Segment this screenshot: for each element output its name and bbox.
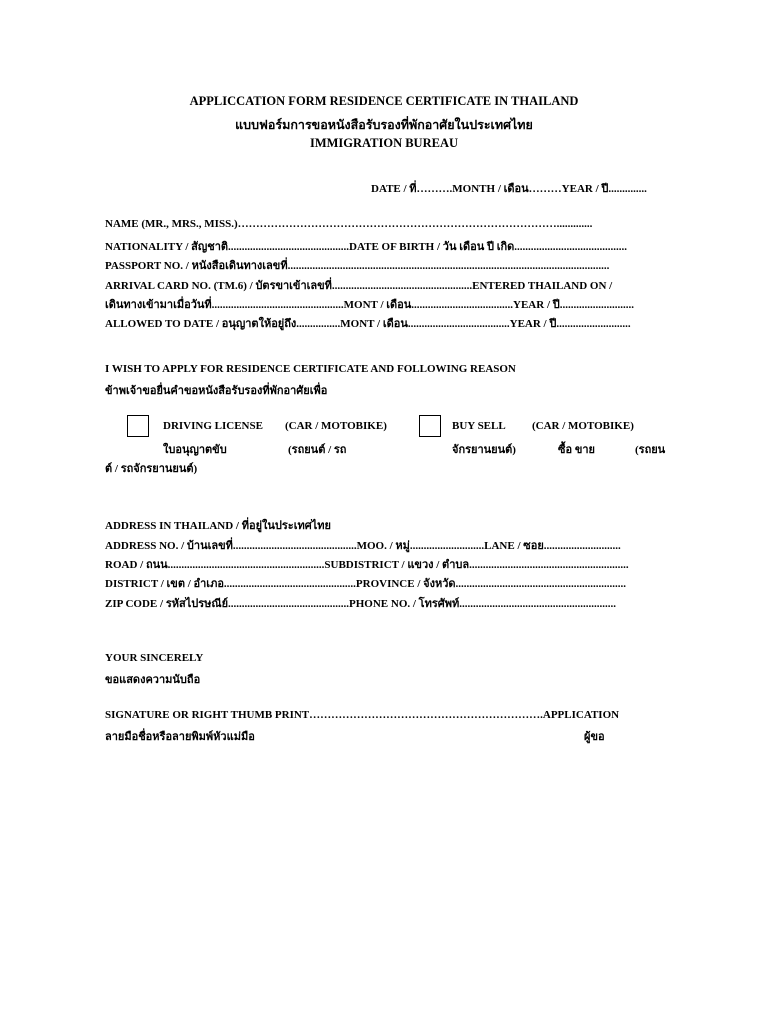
bureau-title: IMMIGRATION BUREAU [309, 136, 459, 150]
buy-sell-label-th: ซื้อ ขาย [558, 444, 595, 456]
driving-license-checkbox[interactable] [127, 415, 149, 437]
sincerely-en: YOUR SINCERELY [105, 652, 204, 664]
passport-field: PASSPORT NO. / หนังสือเดินทางเลขที่..................................................................................................................... [105, 260, 610, 272]
driving-license-vehicle-th: (รถยนต์ / รถ [288, 444, 347, 456]
form-title-th: แบบฟอร์มการขอหนังสือรับรองที่พักอาศัยในประเทศไทย [235, 118, 533, 132]
buy-sell-label: BUY SELL [452, 420, 506, 432]
driving-license-vehicle: (CAR / MOTOBIKE) [285, 420, 387, 432]
applicant-label-th: ผู้ขอ [584, 731, 605, 743]
address-line-2: ROAD / ถนน.........................................................SUBDISTRICT / แขวง / ตำบล.......................................................... [105, 559, 629, 571]
form-title-en: APPLICCATION FORM RESIDENCE CERTIFICATE IN THAILAND [189, 94, 579, 108]
driving-license-label-th: ใบอนุญาตขับ [163, 444, 227, 456]
date-line: DATE / ที่……….MONTH / เดือน………YEAR / ปี.............. [371, 183, 647, 195]
buy-sell-checkbox[interactable] [419, 415, 441, 437]
vehicle-wrap-th: ต์ / รถจักรยานยนต์) [105, 463, 198, 475]
address-line-1: ADDRESS NO. / บ้านเลขที่.............................................MOO. / หมู่...........................LANE / ซอย............................ [105, 540, 621, 552]
address-line-3: DISTRICT / เขต / อำเภอ................................................PROVINCE / จังหวัด.............................................................. [105, 578, 627, 590]
signature-line: SIGNATURE OR RIGHT THUMB PRINT……………………………………………………….APPLICATION [105, 709, 620, 721]
buy-sell-vehicle: (CAR / MOTOBIKE) [532, 420, 634, 432]
reason-heading-th: ข้าพเจ้าขอยื่นคำขอหนังสือรับรองที่พักอาศัยเพื่อ [105, 385, 328, 397]
address-heading: ADDRESS IN THAILAND / ที่อยู่ในประเทศไทย [105, 520, 331, 532]
allowed-to-date-field: ALLOWED TO DATE / อนุญาตให้อยู่ถึง................MONT / เดือน.....................................YEAR / ปี........................... [105, 318, 631, 330]
arrival-card-field: ARRIVAL CARD NO. (TM.6) / บัตรขาเข้าเลขที่...................................................ENTERED THAILAND ON / [105, 280, 613, 292]
address-line-4: ZIP CODE / รหัสไปรษณีย์............................................PHONE NO. / โทรศัพท์......................................................... [105, 598, 616, 610]
sincerely-th: ขอแสดงความนับถือ [105, 674, 201, 686]
signature-label-th: ลายมือชื่อหรือลายพิมพ์หัวแม่มือ [105, 731, 255, 743]
nationality-dob-field: NATIONALITY / สัญชาติ............................................DATE OF BIRTH / วัน เดือน ปี เกิด......................................... [105, 241, 628, 253]
reason-heading-en: I WISH TO APPLY FOR RESIDENCE CERTIFICATE AND FOLLOWING REASON [105, 363, 516, 375]
buy-sell-vehicle-th: (รถยน [635, 444, 666, 456]
driving-license-label: DRIVING LICENSE [163, 420, 263, 432]
arrival-date-field: เดินทางเข้ามาเมื่อวันที่................................................MONT / เดือน.....................................YEAR / ปี........................... [105, 299, 634, 311]
name-field: NAME (MR., MRS., MISS.)……………………………………………………………………………............. [105, 218, 593, 230]
motorbike-th: จักรยานยนต์) [452, 444, 516, 456]
